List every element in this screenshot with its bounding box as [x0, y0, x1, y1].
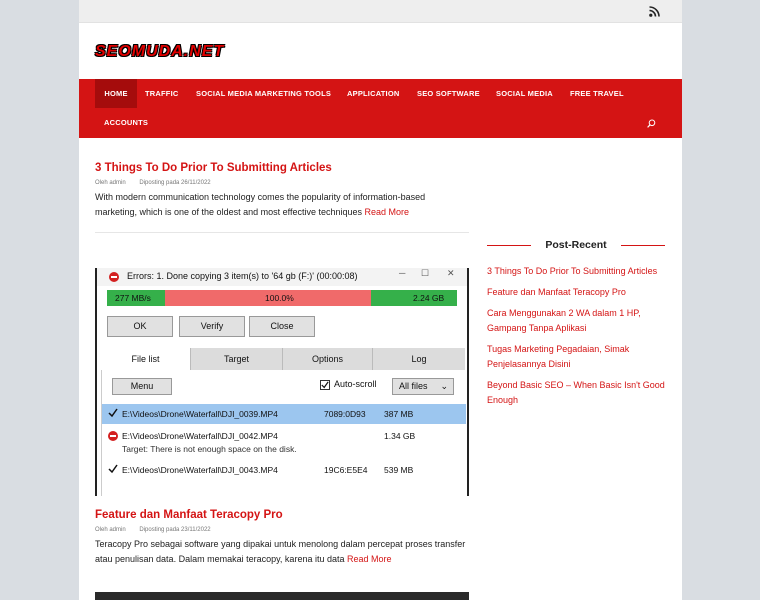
teracopy-title: Errors: 1. Done copying 3 item(s) to '64 gb (F:)' (00:00:08) — [127, 271, 358, 281]
nav-item-social-media[interactable]: SOCIAL MEDIA — [496, 89, 553, 98]
autoscroll-checkbox — [320, 380, 330, 390]
tab-options: Options — [283, 348, 373, 370]
file-path: E:\Videos\Drone\Waterfall\DJI_0043.MP4 — [122, 465, 278, 475]
menu-button: Menu — [112, 378, 172, 395]
file-size: 539 MB — [384, 465, 414, 475]
recent-post-link[interactable]: Beyond Basic SEO – When Basic Isn't Good Enough — [487, 380, 665, 405]
post-thumbnail[interactable] — [95, 268, 469, 496]
check-icon — [108, 464, 118, 474]
post-date: Diposting pada 23/11/2022 — [139, 527, 211, 533]
file-row — [102, 460, 466, 480]
post-excerpt — [95, 190, 469, 220]
file-hash: 7089:0D93 — [324, 409, 366, 419]
post-first — [95, 160, 469, 220]
tab-file-list: File list — [101, 348, 191, 370]
recent-post-link[interactable]: 3 Things To Do Prior To Submitting Articles — [487, 266, 658, 276]
post-second — [95, 507, 469, 567]
post-thumbnail[interactable] — [95, 592, 469, 600]
nav-item-application[interactable]: APPLICATION — [347, 89, 400, 98]
read-more-link[interactable]: Read More — [364, 207, 410, 217]
post-title[interactable]: 3 Things To Do Prior To Submitting Articles — [95, 162, 332, 174]
minimize-icon: ─ — [399, 268, 406, 278]
site-logo[interactable]: SEOMUDA.NET — [95, 43, 225, 60]
tab-target: Target — [191, 348, 283, 370]
nav-item-home[interactable]: HOME — [95, 79, 137, 108]
divider — [487, 245, 531, 246]
recent-post-link[interactable]: Cara Menggunakan 2 WA dalam 1 HP, Gampang Tanpa Aplikasi — [487, 308, 641, 333]
file-hash: 19C6:E5E4 — [324, 465, 368, 475]
nav-item-accounts[interactable]: ACCOUNTS — [104, 118, 149, 127]
recent-posts-list — [487, 264, 665, 408]
file-size: 387 MB — [384, 409, 414, 419]
file-row — [102, 404, 466, 424]
post-date: Diposting pada 26/11/2022 — [139, 180, 211, 186]
file-path: E:\Videos\Drone\Waterfall\DJI_0042.MP4 — [122, 431, 278, 441]
nav-item-seo-software[interactable]: SEO SOFTWARE — [417, 89, 480, 98]
post-meta — [95, 180, 469, 186]
close-button: Close — [249, 316, 315, 337]
sidebar-title: Post-Recent — [545, 239, 607, 251]
divider — [621, 245, 665, 246]
verify-button: Verify — [179, 316, 245, 337]
post-excerpt-text: Teracopy Pro sebagai software yang dipakai untuk menolong dalam percepat proses transfer atau penulisan data. Dalam memakai teracopy, karena itu data — [95, 539, 466, 564]
percent-text: 100.0% — [265, 293, 294, 303]
speed-text: 277 MB/s — [115, 293, 151, 303]
teracopy-titlebar — [97, 268, 467, 286]
file-row — [102, 426, 466, 446]
progress-bar — [107, 290, 457, 306]
total-text: 2.24 GB — [413, 293, 445, 303]
post-excerpt — [95, 537, 469, 567]
read-more-link[interactable]: Read More — [347, 554, 392, 564]
recent-post-link[interactable]: Tugas Marketing Pegadaian, Simak Penjelasannya Disini — [487, 344, 630, 369]
filter-select — [392, 378, 454, 395]
file-list-panel — [101, 370, 465, 496]
post-excerpt-text: With modern communication technology comes the popularity of information-based marketing, which is one of the oldest and most effective techniques — [95, 192, 426, 217]
page-container — [79, 0, 682, 600]
error-icon — [109, 272, 119, 282]
close-icon: ✕ — [447, 268, 455, 278]
sidebar — [487, 236, 665, 414]
filter-select-value: All files — [399, 381, 428, 391]
recent-post-link[interactable]: Feature dan Manfaat Teracopy Pro — [487, 287, 626, 297]
divider — [95, 232, 469, 233]
ok-button: OK — [107, 316, 173, 337]
search-icon[interactable] — [647, 119, 656, 128]
teracopy-tabs — [101, 348, 465, 370]
nav-item-traffic[interactable]: TRAFFIC — [145, 89, 179, 98]
rss-icon[interactable] — [649, 6, 660, 17]
check-icon — [108, 408, 118, 418]
header — [79, 23, 682, 79]
check-icon — [321, 381, 329, 389]
nav-item-social-media-marketing-tools[interactable]: SOCIAL MEDIA MARKETING TOOLS — [196, 89, 332, 98]
file-error-note: Target: There is not enough space on the disk. — [122, 444, 297, 454]
sidebar-heading — [487, 236, 665, 254]
error-icon — [108, 431, 118, 441]
file-size: 1.34 GB — [384, 431, 416, 441]
post-author[interactable]: Oleh admin — [95, 180, 126, 186]
post-author[interactable]: Oleh admin — [95, 527, 126, 533]
maximize-icon: ☐ — [421, 268, 430, 278]
post-meta — [95, 527, 469, 533]
top-bar — [79, 0, 682, 23]
file-path: E:\Videos\Drone\Waterfall\DJI_0039.MP4 — [122, 409, 278, 419]
tab-log: Log — [411, 354, 427, 364]
chevron-down-icon: ⌄ — [440, 381, 448, 391]
post-title[interactable]: Feature dan Manfaat Teracopy Pro — [95, 509, 283, 521]
autoscroll-label: Auto-scroll — [334, 379, 377, 389]
nav-item-free-travel[interactable]: FREE TRAVEL — [570, 89, 624, 98]
main-nav — [79, 79, 682, 138]
